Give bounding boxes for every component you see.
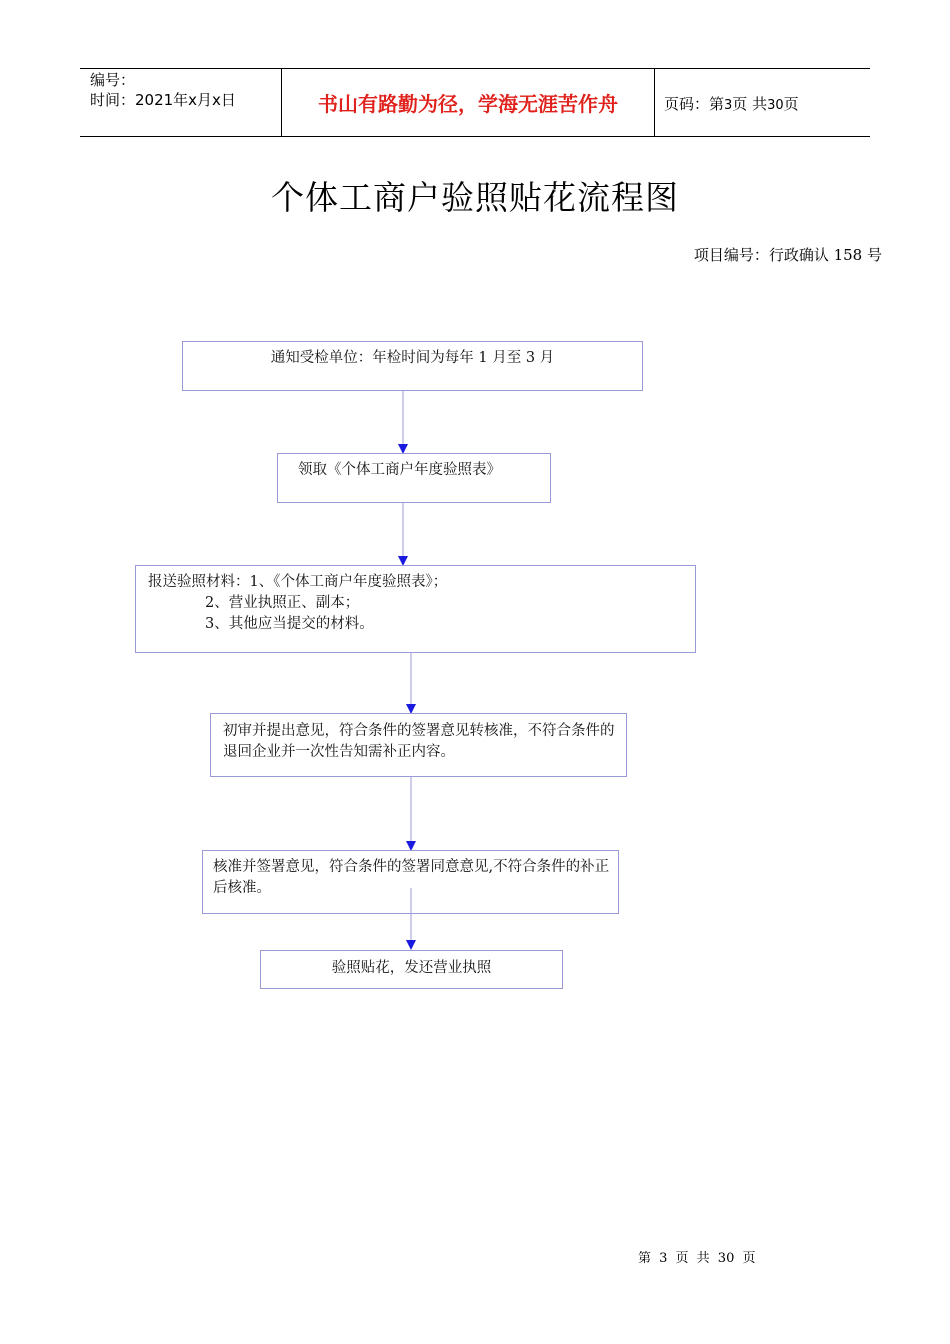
page-footer: 第 3 页 共 30 页 (638, 1251, 756, 1266)
materials-line-1: 报送验照材料：1、《个体工商户年度验照表》； (148, 574, 448, 590)
flow-step-notify (182, 341, 643, 391)
document-number-label: 编号： (90, 71, 136, 89)
page-prefix: 页码：第 (664, 95, 725, 113)
flow-step-preliminary-review (210, 713, 627, 777)
project-number: 项目编号：行政确认 158 号 (693, 246, 882, 264)
header-motto: 书山有路勤为径，学海无涯苦作舟 (318, 91, 618, 116)
materials-line-3: 3、其他应当提交的材料。 (205, 616, 374, 632)
materials-line-2: 2、营业执照正、副本； (205, 595, 360, 611)
flow-step-approval (202, 850, 619, 914)
flow-step-collect-form (277, 453, 551, 503)
flow-step-preliminary-review-text: 初审并提出意见，符合条件的签署意见转核准，不符合条件的退回企业并一次性告知需补正内容。 (223, 723, 615, 760)
page-current: 3 (724, 98, 733, 113)
document-date: 时间：2021年x月x日 (90, 91, 236, 109)
page-total: 30 (767, 98, 784, 113)
arrow-head-5 (406, 940, 416, 950)
flow-step-stamp-return (260, 950, 563, 989)
page-suffix: 页 (783, 95, 799, 113)
flow-step-submit-materials (135, 565, 696, 653)
page-mid: 页 共 (732, 95, 768, 113)
page-title: 个体工商户验照贴花流程图 (271, 178, 679, 217)
flow-step-approval-text: 核准并签署意见，符合条件的签署同意意见,不符合条件的补正后核准。 (213, 859, 610, 896)
flow-step-notify-text: 通知受检单位：年检时间为每年 1 月至 3 月 (270, 350, 555, 366)
flow-step-stamp-return-text: 验照贴花，发还营业执照 (331, 960, 492, 976)
flow-step-collect-form-text: 领取《个体工商户年度验照表》 (298, 462, 501, 478)
